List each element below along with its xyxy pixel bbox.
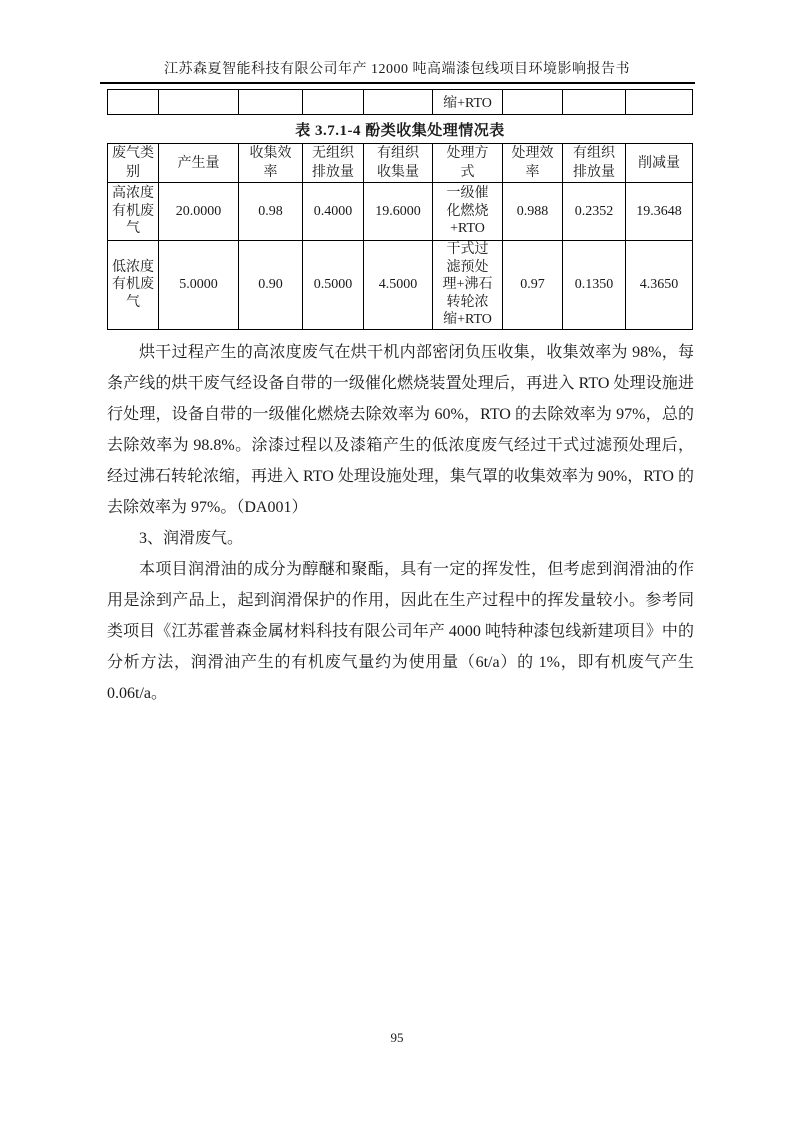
table-cell: 一级催化燃烧+RTO bbox=[433, 183, 503, 241]
table-header-cell: 处理方式 bbox=[433, 144, 503, 183]
table-header-cell: 处理效率 bbox=[503, 144, 563, 183]
header-rule bbox=[100, 82, 695, 84]
phenol-treatment-table bbox=[107, 143, 693, 330]
table-cell: 0.5000 bbox=[303, 241, 364, 330]
table-header-cell: 有组织收集量 bbox=[364, 144, 433, 183]
report-title-header: 江苏森夏智能科技有限公司年产 12000 吨高端漆包线项目环境影响报告书 bbox=[164, 62, 630, 77]
carryover-cell bbox=[364, 90, 433, 115]
table-header-cell: 收集效率 bbox=[239, 144, 303, 183]
table-cell: 5.0000 bbox=[159, 241, 239, 330]
table-header-cell: 有组织排放量 bbox=[563, 144, 626, 183]
table-header-cell: 废气类别 bbox=[108, 144, 159, 183]
table-cell: 19.6000 bbox=[364, 183, 433, 241]
page-number: 95 bbox=[390, 1030, 404, 1045]
carryover-cell bbox=[503, 90, 563, 115]
table-cell: 0.4000 bbox=[303, 183, 364, 241]
table-header-cell: 无组织排放量 bbox=[303, 144, 364, 183]
paragraph-lubrication-oil: 本项目润滑油的成分为醇醚和聚酯，具有一定的挥发性，但考虑到润滑油的作用是涂到产品上，起到润滑保护的作用，因此在生产过程中的挥发量较小。参考同类项目《江苏霍普森金属材料科技有限公司年产 4000 吨特种漆包线新建项目》中的分析方法，润滑油产生的有机废气量约为使用量（6t/a）的 1%，即有机废气产生0.06t/a。 bbox=[107, 561, 694, 702]
table-header-row bbox=[108, 144, 693, 183]
carryover-cell bbox=[159, 90, 239, 115]
table-cell: 4.3650 bbox=[626, 241, 693, 330]
table-row-high-concentration bbox=[108, 183, 693, 241]
carryover-row bbox=[108, 90, 693, 115]
table-cell: 0.1350 bbox=[563, 241, 626, 330]
table-row-low-concentration bbox=[108, 241, 693, 330]
table-cell: 19.3648 bbox=[626, 183, 693, 241]
table-cell: 0.97 bbox=[503, 241, 563, 330]
table-header-cell: 产生量 bbox=[159, 144, 239, 183]
carryover-table bbox=[107, 89, 693, 115]
paragraph-drying-exhaust: 烘干过程产生的高浓度废气在烘干机内部密闭负压收集，收集效率为 98%，每条产线的烘干废气经设备自带的一级催化燃烧装置处理后，再进入 RTO 处理设施进行处理，设备自带的一级催化燃烧去除效率为 60%，RTO 的去除效率为 97%，总的去除效率为 98.8%。涂漆过程以及漆箱产生的低浓度废气经过干式过滤预处理后，经过沸石转轮浓缩，再进入 RTO 处理设施处理，集气罩的收集效率为 90%，RTO 的去除效率为 97%。（DA001） bbox=[107, 344, 694, 516]
table-cell: 0.90 bbox=[239, 241, 303, 330]
table-cell: 低浓度有机废气 bbox=[108, 241, 159, 330]
table-header-cell: 削减量 bbox=[626, 144, 693, 183]
table-cell: 0.988 bbox=[503, 183, 563, 241]
carryover-cell bbox=[626, 90, 693, 115]
table-cell: 高浓度有机废气 bbox=[108, 183, 159, 241]
table-cell: 0.98 bbox=[239, 183, 303, 241]
carryover-cell bbox=[108, 90, 159, 115]
carryover-cell bbox=[563, 90, 626, 115]
table-caption: 表 3.7.1-4 酚类收集处理情况表 bbox=[295, 123, 505, 139]
table-cell: 4.5000 bbox=[364, 241, 433, 330]
heading-lubrication-exhaust: 3、润滑废气。 bbox=[139, 530, 244, 547]
carryover-cell bbox=[303, 90, 364, 115]
carryover-cell bbox=[239, 90, 303, 115]
table-cell: 20.0000 bbox=[159, 183, 239, 241]
table-cell: 干式过滤预处理+沸石转轮浓缩+RTO bbox=[433, 241, 503, 330]
table-cell: 0.2352 bbox=[563, 183, 626, 241]
carryover-cell: 缩+RTO bbox=[433, 90, 503, 115]
body-text bbox=[107, 337, 694, 709]
